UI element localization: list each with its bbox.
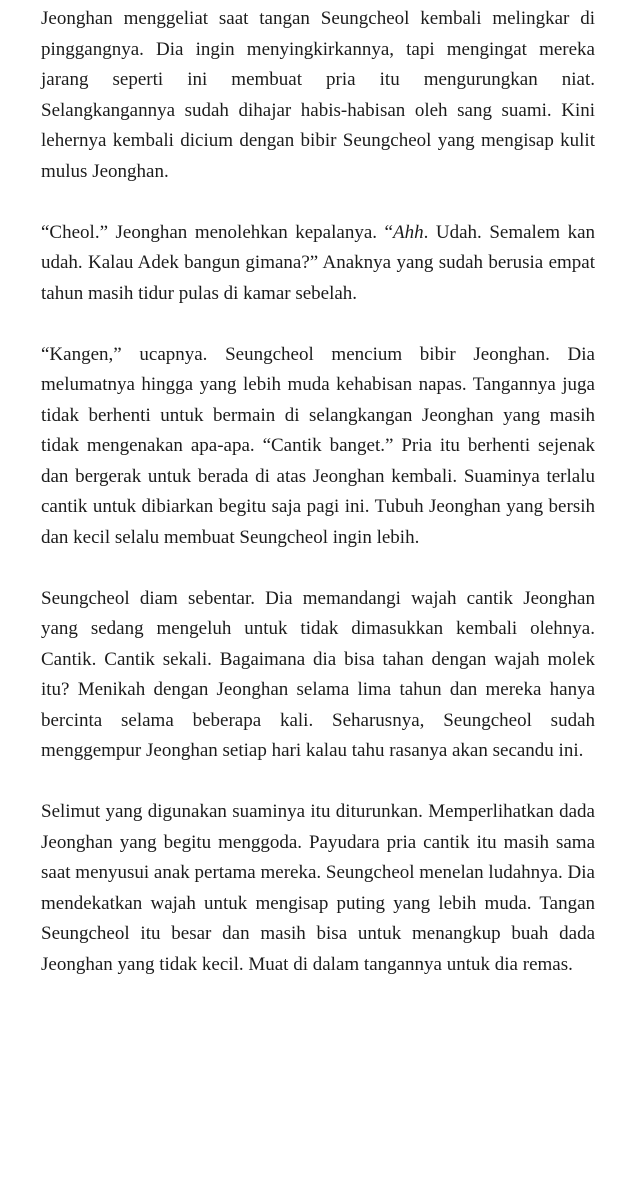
paragraph-5: Selimut yang digunakan suaminya itu diturunkan. Memperlihatkan dada Jeonghan yang begitu menggoda. Payudara pria cantik itu masih sama saat menyusui anak pertama mereka. Seungcheol menelan ludahnya. Dia mendekatkan wajah untuk mengisap puting yang lebih muda. Tangan Seungcheol itu besar dan masih bisa untuk menangkup buah dada Jeonghan yang tidak kecil. Muat di dalam tangannya untuk dia remas. bbox=[41, 801, 595, 975]
paragraph-2-after: . Udah. Semalem kan udah. Kalau Adek bangun gimana?” Anaknya yang sudah berusia empat tahun masih tidur pulas di kamar sebelah. bbox=[41, 221, 596, 304]
paragraph-3: “Kangen,” ucapnya. Seungcheol mencium bibir Jeonghan. Dia melumatnya hingga yang lebih muda kehabisan napas. Tangannya juga tidak berhenti untuk bermain di selangkangan Jeonghan yang masih tidak mengenakan apa-apa. “Cantik banget.” Pria itu berhenti sejenak dan bergerak untuk berada di atas Jeonghan kembali. Suaminya terlalu cantik untuk dibiarkan begitu saja pagi ini. Tubuh Jeonghan yang bersih dan kecil selalu membuat Seungcheol ingin lebih. bbox=[41, 343, 595, 548]
paragraph-2-italic: Ahh bbox=[392, 221, 424, 243]
paragraph-2-before: “Cheol.” Jeonghan menolehkan kepalanya. “ bbox=[41, 221, 393, 243]
paragraph-2 bbox=[41, 218, 595, 310]
paragraph-4: Seungcheol diam sebentar. Dia memandangi wajah cantik Jeonghan yang sedang mengeluh untuk tidak dimasukkan kembali olehnya. Cantik. Cantik sekali. Bagaimana dia bisa tahan dengan wajah molek itu? Menikah dengan Jeonghan selama lima tahun dan mereka hanya bercinta selama beberapa kali. Seharusnya, Seungcheol sudah menggempur Jeonghan setiap hari kalau tahu rasanya akan secandu ini. bbox=[41, 587, 595, 761]
paragraph-1: Jeonghan menggeliat saat tangan Seungcheol kembali melingkar di pinggangnya. Dia ingin menyingkirkannya, tapi mengingat mereka jarang seperti ini membuat pria itu mengurungkan niat. Selangkangannya sudah dihajar habis-habisan oleh sang suami. Kini lehernya kembali dicium dengan bibir Seungcheol yang mengisap kulit mulus Jeonghan. bbox=[41, 8, 595, 182]
story-text bbox=[41, 4, 595, 980]
